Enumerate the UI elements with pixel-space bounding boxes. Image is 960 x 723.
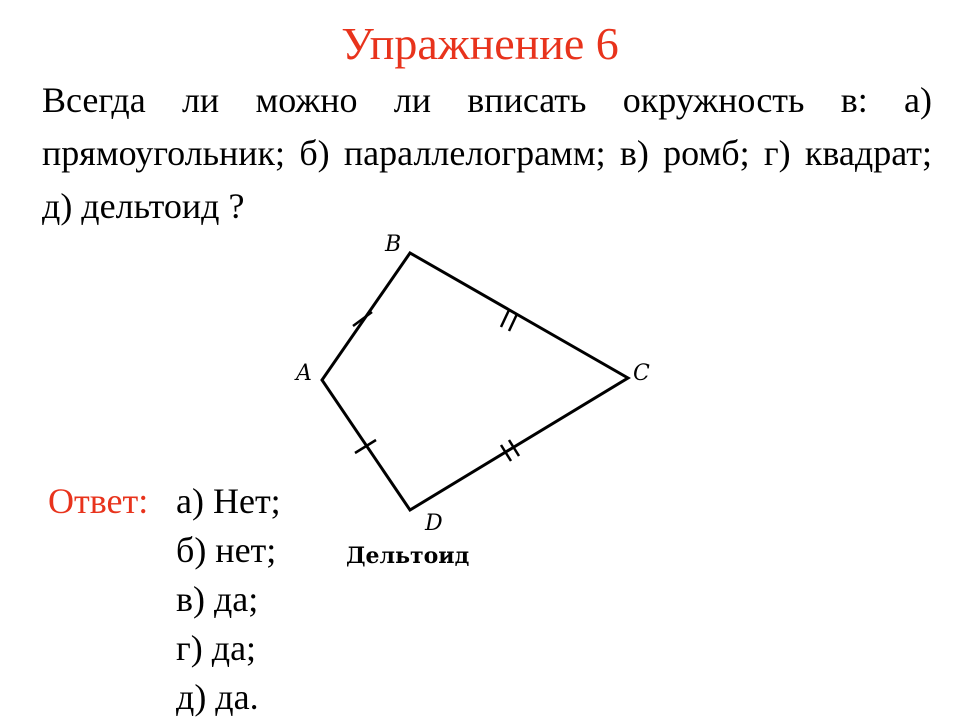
vertex-label-d: D <box>425 511 443 536</box>
vertex-label-b: B <box>385 232 402 257</box>
answer-label: Ответ: <box>48 481 149 521</box>
answer-item: в) да; <box>176 579 259 619</box>
deltoid-shape <box>322 253 628 510</box>
answer-item: б) нет; <box>176 530 277 570</box>
figure-caption: Дельтоид <box>346 543 470 569</box>
answer-list <box>176 478 300 723</box>
answer-item: г) да; <box>176 628 257 668</box>
answer-item: д) да. <box>176 677 259 717</box>
vertex-label-c: C <box>633 361 650 386</box>
vertex-label-a: A <box>296 361 312 386</box>
question-text: Всегда ли можно ли вписать окружность в: а) прямоугольник; б) параллелограмм; в) ромб; г) квадрат; д) дельтоид ? <box>42 80 932 226</box>
tick-bc-1 <box>501 310 509 327</box>
tick-bc-2 <box>509 314 517 331</box>
slide-title: Упражнение 6 <box>341 18 619 69</box>
deltoid-figure <box>290 225 650 575</box>
answer-item: а) Нет; <box>176 481 281 521</box>
deltoid-diagram <box>290 225 650 575</box>
